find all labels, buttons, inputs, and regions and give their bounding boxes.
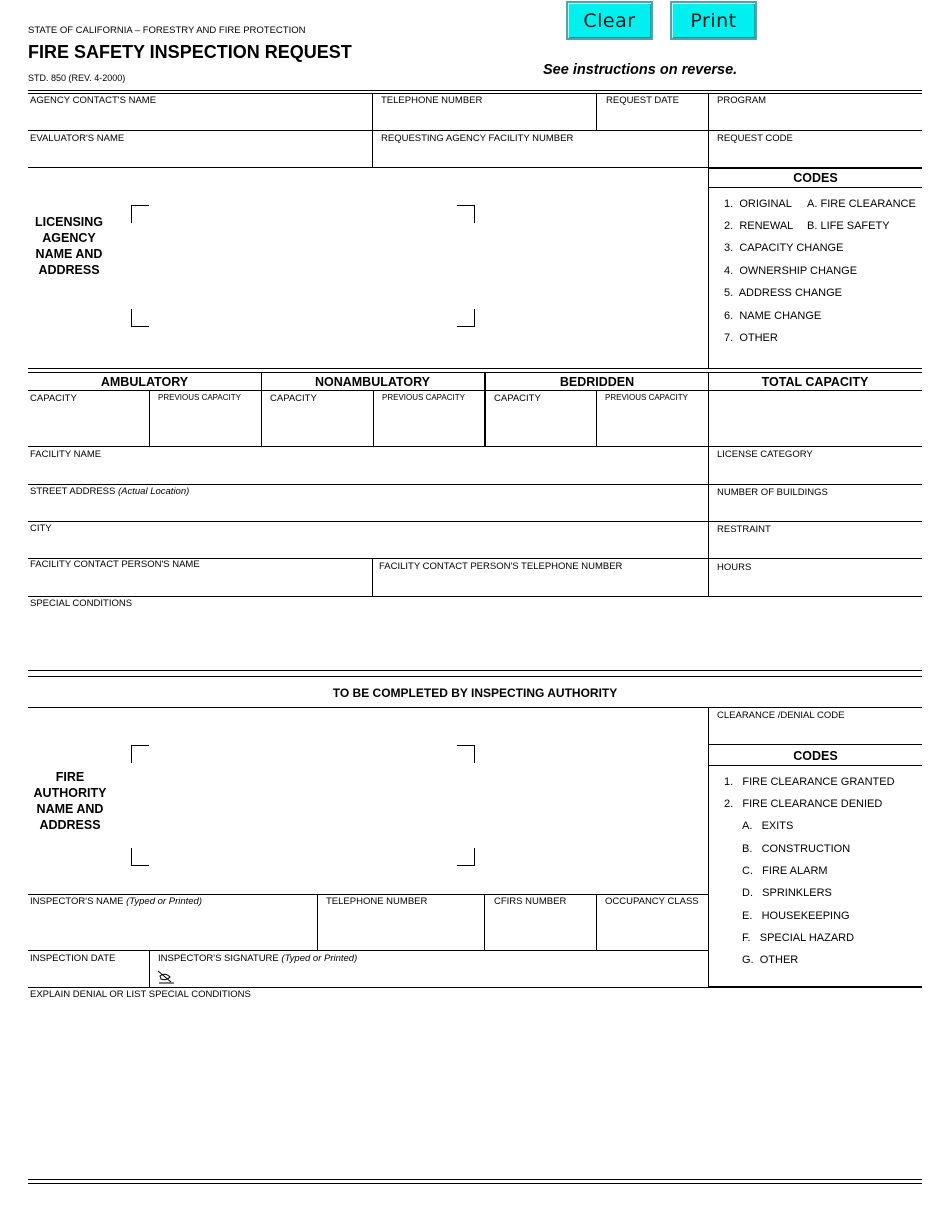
request-code-item: B. LIFE SAFETY [807,220,890,232]
contact-phone-input[interactable] [374,572,707,595]
request-code-item: 7. OTHER [724,332,778,344]
form-number: STD. 850 (REV. 4-2000) [28,73,126,83]
explain-denial-input[interactable] [29,1002,921,1176]
clearance-code-item: G. OTHER [742,954,799,966]
nonambulatory-previous-label: PREVIOUS CAPACITY [382,393,465,402]
ambulatory-capacity-input[interactable] [29,406,148,444]
rule [596,894,597,950]
restraint-label: RESTRAINT [717,524,771,535]
cfirs-label: CFIRS NUMBER [494,896,567,907]
ambulatory-heading: AMBULATORY [100,375,189,389]
restraint-input[interactable] [710,535,921,557]
occupancy-label: OCCUPANCY CLASS [605,896,699,907]
inspector-name-input[interactable] [29,910,316,948]
nonambulatory-capacity-label: CAPACITY [270,393,317,404]
rule [28,676,922,677]
clearance-code-label: CLEARANCE /DENIAL CODE [717,710,845,721]
rule [596,93,597,130]
bedridden-capacity-label: CAPACITY [494,393,541,404]
rule [596,390,597,446]
rule [28,130,922,131]
request-code-item: 6. NAME CHANGE [724,310,822,322]
rule [28,596,922,597]
rule [28,894,708,895]
ambulatory-capacity-label: CAPACITY [30,393,77,404]
request-code-label: REQUEST CODE [717,133,793,144]
rule [28,950,708,951]
instructions-note: See instructions on reverse. [543,62,738,78]
total-capacity-heading: TOTAL CAPACITY [761,375,869,389]
print-button[interactable]: Print [670,1,757,40]
evaluator-label: EVALUATOR'S NAME [30,133,125,144]
program-input[interactable] [710,107,921,129]
hours-label: HOURS [717,562,752,573]
rule [317,894,318,950]
total-capacity-input[interactable] [710,394,921,444]
rule [28,1179,922,1180]
state-agency-header: STATE OF CALIFORNIA – FORESTRY AND FIRE PROTECTION [28,25,306,36]
clearance-code-input[interactable] [710,722,921,743]
request-code-item: 2. RENEWAL [724,220,794,232]
request-code-item: 4. OWNERSHIP CHANGE [724,265,858,277]
clearance-code-item: F. SPECIAL HAZARD [742,932,855,944]
facility-number-label: REQUESTING AGENCY FACILITY NUMBER [381,133,574,144]
signature-label: INSPECTOR'S SIGNATURE (Typed or Printed) [158,953,358,964]
inspector-telephone-label: TELEPHONE NUMBER [326,896,428,907]
rule [28,93,922,94]
inspector-telephone-input[interactable] [319,910,483,948]
clearance-code-item: B. CONSTRUCTION [742,843,851,855]
rule [28,707,922,708]
clearance-codes-title: CODES [793,749,838,763]
licensing-agency-label: LICENSING AGENCY NAME AND ADDRESS [34,215,104,277]
ambulatory-previous-label: PREVIOUS CAPACITY [158,393,241,402]
rule [372,93,373,167]
clearance-code-item: 2. FIRE CLEARANCE DENIED [724,798,883,810]
occupancy-input[interactable] [598,910,707,948]
facility-number-input[interactable] [374,145,707,166]
rule [708,93,709,368]
licensing-agency-address-input[interactable] [140,212,466,320]
rule [708,187,922,188]
rule [28,484,922,485]
inspection-date-input[interactable] [29,965,148,986]
rule [708,986,922,988]
request-code-input[interactable] [710,145,921,166]
request-codes-title: CODES [793,171,838,185]
nonambulatory-previous-input[interactable] [375,406,483,444]
rule [28,372,922,373]
contact-phone-label: FACILITY CONTACT PERSON'S TELEPHONE NUMBER [379,561,623,572]
bedridden-previous-label: PREVIOUS CAPACITY [605,393,688,402]
clearance-code-item: A. EXITS [742,820,794,832]
ambulatory-previous-input[interactable] [151,406,260,444]
nonambulatory-heading: NONAMBULATORY [314,375,431,389]
buildings-input[interactable] [710,498,921,520]
clearance-code-item: E. HOUSEKEEPING [742,910,850,922]
rule [28,521,922,522]
special-conditions-label: SPECIAL CONDITIONS [30,598,133,609]
special-conditions-input[interactable] [29,611,921,668]
rule [28,446,922,447]
request-code-item: 5. ADDRESS CHANGE [724,287,842,299]
request-code-item: A. FIRE CLEARANCE [807,198,916,210]
request-date-input[interactable] [598,107,707,129]
rule [373,390,374,446]
street-address-label: STREET ADDRESS (Actual Location) [30,486,190,497]
nonambulatory-capacity-input[interactable] [263,406,372,444]
bedridden-previous-input[interactable] [598,406,707,444]
clearance-code-item: D. SPRINKLERS [742,887,832,899]
rule [372,558,373,596]
fire-authority-address-input[interactable] [140,752,466,858]
contact-name-label: FACILITY CONTACT PERSON'S NAME [30,559,200,570]
facility-name-input[interactable] [29,461,707,483]
agency-contact-label: AGENCY CONTACT'S NAME [30,95,157,106]
rule [708,744,922,745]
evaluator-input[interactable] [29,145,371,166]
clear-button[interactable]: Clear [566,1,653,40]
signature-input[interactable] [178,966,707,986]
facility-name-label: FACILITY NAME [30,449,102,460]
pen-icon [157,970,175,984]
authority-section-title: TO BE COMPLETED BY INSPECTING AUTHORITY [332,686,618,700]
license-category-input[interactable] [710,461,921,483]
city-input[interactable] [29,535,707,557]
telephone-label: TELEPHONE NUMBER [381,95,483,106]
request-date-label: REQUEST DATE [606,95,680,106]
rule [28,368,922,369]
explain-denial-label: EXPLAIN DENIAL OR LIST SPECIAL CONDITIONS [30,989,251,1000]
rule [28,390,922,391]
fire-authority-label: FIRE AUTHORITY NAME AND ADDRESS [33,770,107,832]
hours-input[interactable] [710,572,921,595]
bedridden-capacity-input[interactable] [487,406,595,444]
inspector-name-label: INSPECTOR'S NAME (Typed or Printed) [30,896,202,907]
rule [28,670,922,671]
rule [484,894,485,950]
rule [149,390,150,446]
request-code-item: 1. ORIGINAL [724,198,792,210]
agency-contact-input[interactable] [29,107,371,129]
rule [28,1183,922,1184]
contact-name-input[interactable] [29,572,371,595]
buildings-label: NUMBER OF BUILDINGS [717,487,828,498]
rule [28,987,708,988]
license-category-label: LICENSE CATEGORY [717,449,813,460]
rule [149,950,150,987]
cfirs-input[interactable] [487,910,595,948]
rule [28,90,922,91]
inspection-date-label: INSPECTION DATE [30,953,116,964]
request-code-item: 3. CAPACITY CHANGE [724,242,844,254]
program-label: PROGRAM [717,95,767,106]
clearance-code-item: C. FIRE ALARM [742,865,828,877]
form-title: FIRE SAFETY INSPECTION REQUEST [28,42,352,62]
telephone-input[interactable] [374,107,595,129]
city-label: CITY [30,523,52,534]
rule [708,167,922,169]
clearance-code-item: 1. FIRE CLEARANCE GRANTED [724,776,895,788]
rule [708,765,922,766]
street-address-input[interactable] [29,498,707,520]
bedridden-heading: BEDRIDDEN [559,375,635,389]
